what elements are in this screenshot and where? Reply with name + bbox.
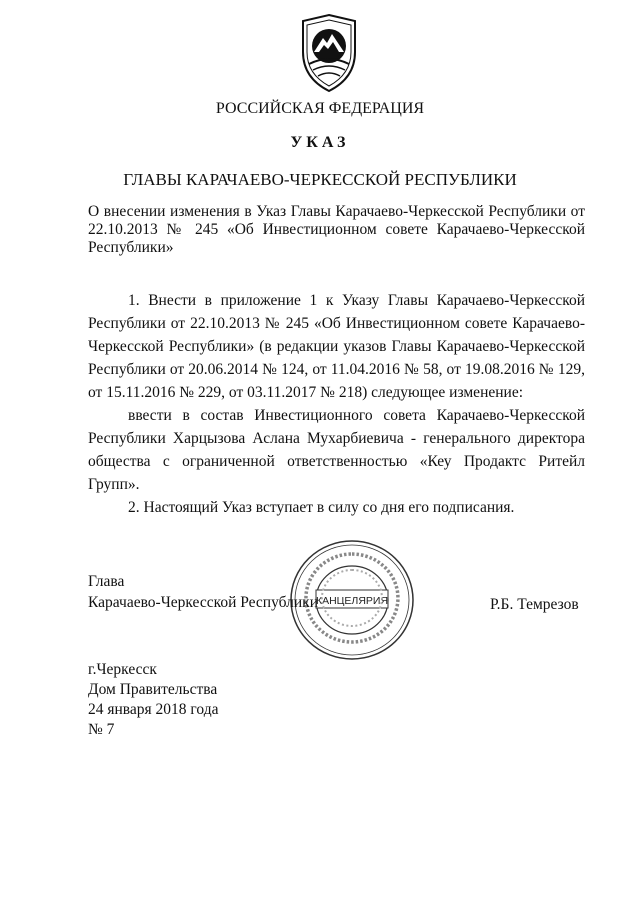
decree-date: 24 января 2018 года (88, 701, 219, 718)
seal-center-text: КАНЦЕЛЯРИЯ (315, 595, 389, 607)
city: г.Черкесск (88, 661, 157, 678)
paragraph-1-amendment: ввести в состав Инвестиционного совета Карачаево-Черкесской Республики Харцызова Аслана Мухарбиевича - генерального директора общества с ограниченной ответственностью «Кеу Продактс Ритейл Групп». (88, 407, 585, 493)
signatory-title-line1: Глава (88, 573, 125, 590)
signatory-title (88, 571, 318, 613)
paragraph-2: 2. Настоящий Указ вступает в силу со дня его подписания. (128, 499, 515, 516)
document-type-heading: УКАЗ (290, 134, 350, 151)
place-and-date-block (88, 660, 218, 740)
paragraph-1: 1. Внести в приложение 1 к Указу Главы Карачаево-Черкесской Республики от 22.10.2013 № 245 «Об Инвестиционном совете Карачаево-Черкесской Республики» (в редакции указов Главы Карачаево-Черкесской Республики от 20.06.2014 № 124, от 11.04.2016 № 58, от 19.08.2016 № 129, от 15.11.2016 № 229, от 03.11.2017 № 218) следующее изменение: (88, 292, 585, 401)
decree-number: № 7 (88, 721, 115, 738)
document-body (88, 289, 585, 519)
coat-of-arms-emblem (294, 12, 364, 94)
signatory-title-line2: Карачаево-Черкесской Республики (88, 594, 318, 611)
document-subject: О внесении изменения в Указ Главы Карачаево-Черкесской Республики от 22.10.2013 № 245 «Об Инвестиционном совете Карачаево-Черкесской Республики» (88, 203, 585, 256)
country-heading: РОССИЙСКАЯ ФЕДЕРАЦИЯ (215, 100, 425, 117)
building: Дом Правительства (88, 681, 218, 698)
signatory-name: Р.Б. Темрезов (490, 596, 579, 613)
issuer-heading: ГЛАВЫ КАРАЧАЕВО-ЧЕРКЕССКОЙ РЕСПУБЛИКИ (123, 170, 517, 189)
